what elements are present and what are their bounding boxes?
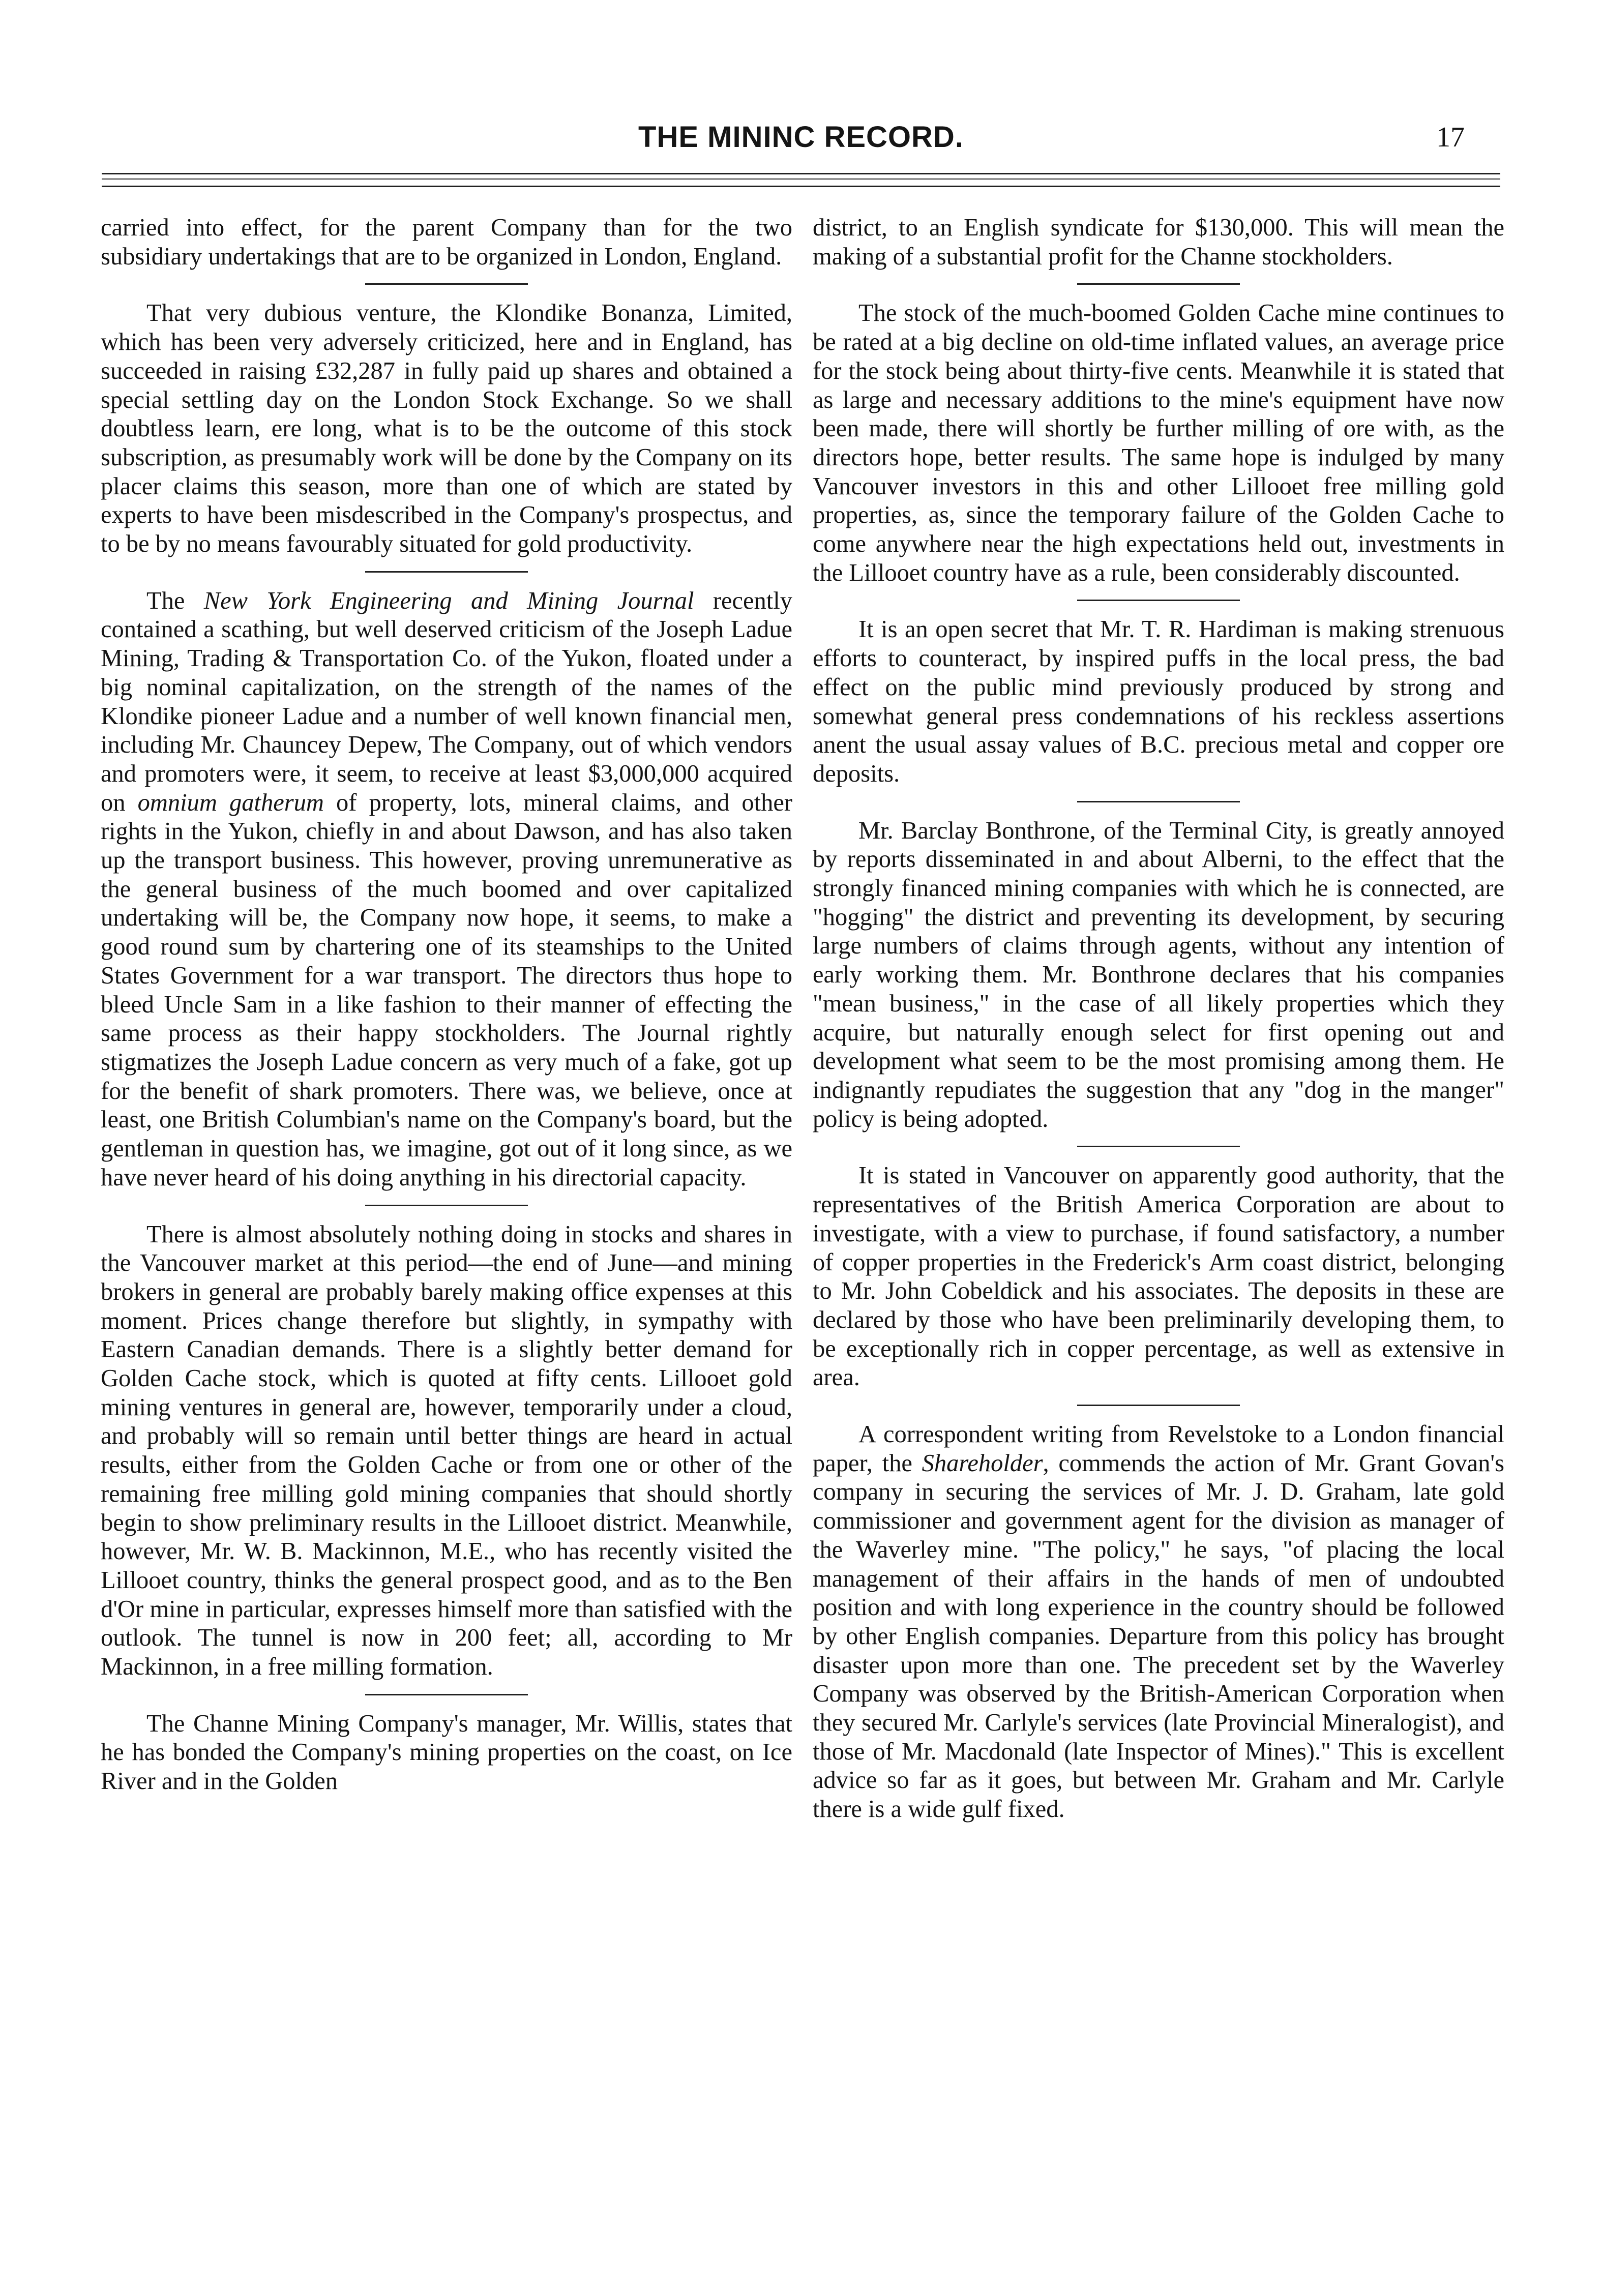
article-paragraph: The stock of the much-boomed Golden Cache mine continues to be rated at a big decline on old-time inflated values, an average price for the stock being about thirty-five cents. Meanwhile it is stated that as large and necessary additions to the mine's equipment have now been made, there will shortly be further milling of ore with, as the directors hope, better results. The same hope is indulged by many Vancouver investors in this and other Lillooet free milling gold properties, as, since the temporary failure of the Golden Cache to come anywhere near the high expectations held out, investments in the Lillooet country have as a rule, been considerably discounted. [813,300,1504,586]
text-run: recently contained a scathing, but well deserved criticism of the Joseph Ladue Mining, Trading & Transportation Co. of the Yukon, floated under a big nominal capitalization, on the strength of the names of the Klondike pioneer Ladue and a number of well known financial men, including Mr. Chauncey Depew, The Company, out of which vendors and promoters were, it seem, to receive at least $3,000,000 acquired on [101,587,792,816]
section-separator [1077,283,1240,285]
section-separator [1077,600,1240,601]
article-paragraph: It is stated in Vancouver on apparently good authority, that the representatives of the British America Corporation are about to investigate, with a view to purchase, if found satisfactory, a number of copper properties in the Frederick's Arm coast district, belonging to Mr. John Cobeldick and his associates. The deposits in these are declared by those who have been preliminarily developing them, to be exceptionally rich in copper percentage, as well as extensive in area. [813,1162,1504,1391]
journal-title: New York Engineering and Mining Journal [203,587,694,614]
latin-phrase: omnium gatherum [137,789,324,816]
section-separator [365,1205,528,1206]
newspaper-title: Shareholder [922,1449,1043,1477]
article-paragraph: There is almost absolutely nothing doing in stocks and shares in the Vancouver market at this period—the end of June—and mining brokers in general are probably barely making office expenses at this moment. Prices change therefore but slightly, in sympathy with Eastern Canadian demands. There is a slightly better demand for Golden Cache stock, which is quoted at fifty cents. Lillooet gold mining ventures in general are, however, temporarily under a cloud, and probably will so remain until better things are heard in actual results, either from the Golden Cache or from one or other of the remaining free milling gold mining companies that should shortly begin to show preliminary results in the Lillooet district. Meanwhile, however, Mr. W. B. Mackinnon, M.E., who has recently visited the Lillooet country, thinks the general prospect good, and as to the Ben d'Or mine in particular, expresses himself more than satisfied with the outlook. The tunnel is now in 200 feet; all, according to Mr Mackinnon, in a free milling formation. [101,1220,792,1681]
article-paragraph [813,1420,1504,1824]
text-run: A correspondent writing from Revelstoke to a London financial paper, the [813,1421,1504,1477]
section-separator [365,1694,528,1695]
article-paragraph: That very dubious venture, the Klondike Bonanza, Limited, which has been very adversely criticized, here and in England, has succeeded in raising £32,287 in fully paid up shares and obtained a special settling day on the London Stock Exchange. So we shall doubtless learn, ere long, what is to be the outcome of this stock subscription, as presumably work will be done by the Company on its placer claims this season, more than one of which are stated by experts to have been misdescribed in the Company's prospectus, and to be by no means favourably situated for gold productivity. [101,300,792,558]
article-paragraph: Mr. Barclay Bonthrone, of the Terminal City, is greatly annoyed by reports disseminated in and about Alberni, to the effect that the strongly financed mining companies with which he is connected, are "hogging" the district and preventing its development, by securing large numbers of claims through agents, without any intention of early working them. Mr. Bonthrone declares that his companies "mean business," in the case of all likely properties which they acquire, but naturally enough select for first opening out and development what seem to be the most promising among them. He indignantly repudiates the suggestion that any "dog in the manger" policy is being adopted. [813,817,1504,1132]
page-number: 17 [1436,122,1465,153]
right-column [813,214,1504,1824]
section-separator [1077,801,1240,802]
section-separator [365,283,528,285]
running-title: THE MININC RECORD. [638,121,964,154]
article-paragraph [101,587,792,1192]
section-separator [365,571,528,573]
left-column [101,214,792,1796]
text-run: The [146,587,204,614]
section-separator [1077,1405,1240,1406]
section-separator [1077,1146,1240,1147]
article-paragraph: The Channe Mining Company's manager, Mr. Willis, states that he has bonded the Company's mining properties on the coast, on Ice River and in the Golden [101,1710,792,1795]
article-paragraph: It is an open secret that Mr. T. R. Hardiman is making strenuous efforts to counteract, by inspired puffs in the local press, the bad effect on the public mind previously produced by strong and somewhat general press condemnations of his reckless assertions anent the usual assay values of B.C. precious metal and copper ore deposits. [813,616,1504,787]
page-header [102,120,1500,166]
text-run: of property, lots, mineral claims, and other rights in the Yukon, chiefly in and about Dawson, and has also taken up the transport business. This however, proving unremunerative as the general business of the much boomed and over capitalized undertaking will be, the Company now hope, it seems, to make a good round sum by chartering one of its steamships to the United States Government for a war transport. The directors thus hope to bleed Uncle Sam in a like fashion to their manner of effecting the same process as their happy stockholders. The Journal rightly stigmatizes the Joseph Ladue concern as very much of a fake, got up for the benefit of shark promoters. There was, we believe, once at least, one British Columbian's name on the Company's board, but the gentleman in question has, we imagine, got out of it long since, as we have never heard of his doing anything in his directorial capacity. [101,789,792,1191]
text-run: , commends the action of Mr. Grant Govan's company in securing the services of Mr. J. D. Graham, late gold commissioner and government agent for the division as manager of the Waverley mine. "The policy," he says, "of placing the local management of their affairs in the hands of men of undoubted position and with long experience in the country should be followed by other English companies. Departure from this policy has brought disaster upon more than one. The precedent set by the Waverley Company was observed by the British-American Corporation when they secured Mr. Carlyle's services (late Provincial Mineralogist), and those of Mr. Macdonald (late Inspector of Mines)." This is excellent advice so far as it goes, but between Mr. Graham and Mr. Carlyle there is a wide gulf fixed. [813,1449,1504,1823]
header-double-rule [102,173,1500,187]
article-paragraph: carried into effect, for the parent Company than for the two subsidiary undertakings that are to be organized in London, England. [101,214,792,270]
article-paragraph: district, to an English syndicate for $130,000. This will mean the making of a substantial profit for the Channe stockholders. [813,214,1504,270]
